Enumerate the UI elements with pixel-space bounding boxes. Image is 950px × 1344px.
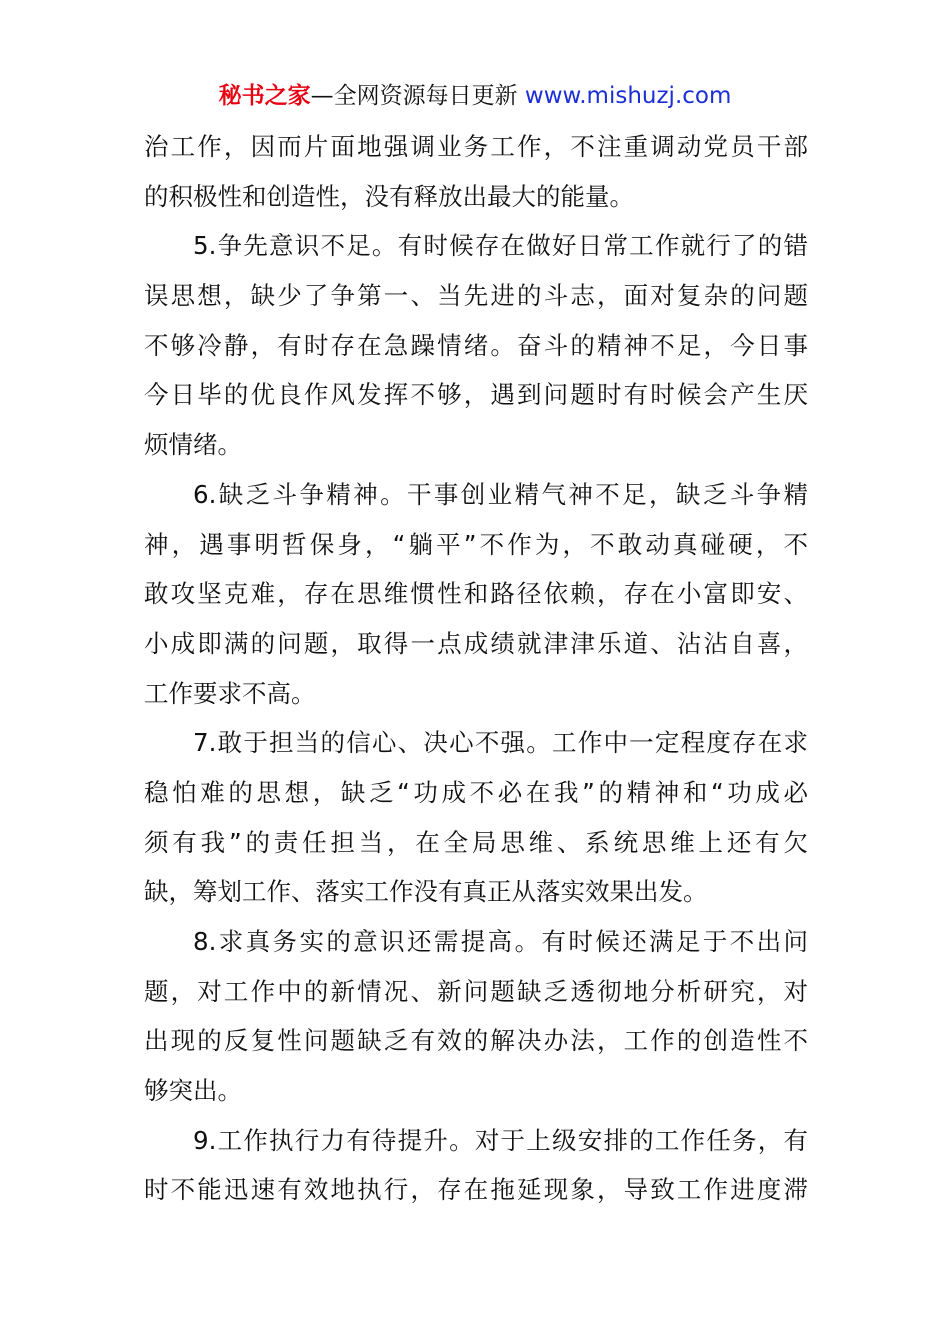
text-line: 治工作，因而片面地强调业务工作，不注重调动党员干部 xyxy=(144,132,808,161)
text-line: 敢攻坚克难，存在思维惯性和路径依赖，存在小富即安、 xyxy=(144,579,808,609)
text-line: 缺，筹划工作、落实工作没有真正从落实效果出发。 xyxy=(144,877,708,907)
text-line: 5.争先意识不足。有时候存在做好日常工作就行了的错 xyxy=(193,231,808,261)
paragraph xyxy=(144,718,808,917)
text-line: 稳怕难的思想，缺乏“功成不必在我”的精神和“功成必 xyxy=(144,777,808,807)
text-line: 题，对工作中的新情况、新问题缺乏透彻地分析研究，对 xyxy=(144,976,808,1006)
site-url[interactable]: www.mishuzj.com xyxy=(524,83,732,109)
text-line: 小成即满的问题，取得一点成绩就津津乐道、沾沾自喜， xyxy=(144,628,808,658)
text-line: 烦情绪。 xyxy=(144,430,242,460)
paragraph xyxy=(144,221,808,469)
text-line: 神，遇事明哲保身，“躺平”不作为，不敢动真碰硬，不 xyxy=(144,529,808,559)
site-header xyxy=(0,80,950,112)
text-line: 的积极性和创造性，没有释放出最大的能量。 xyxy=(144,181,634,211)
text-line: 8.求真务实的意识还需提高。有时候还满足于不出问 xyxy=(193,927,808,956)
paragraph xyxy=(144,470,808,718)
paragraph xyxy=(144,122,808,221)
text-line: 6.缺乏斗争精神。干事创业精气神不足，缺乏斗争精 xyxy=(193,479,808,509)
text-line: 够突出。 xyxy=(144,1076,242,1106)
text-line: 7.敢于担当的信心、决心不强。工作中一定程度存在求 xyxy=(193,728,808,758)
site-brand: 秘书之家 xyxy=(218,83,311,109)
text-line: 须有我”的责任担当，在全局思维、系统思维上还有欠 xyxy=(144,827,808,857)
text-line: 误思想，缺少了争第一、当先进的斗志，面对复杂的问题 xyxy=(144,281,808,311)
site-tagline: —全网资源每日更新 xyxy=(310,83,518,109)
text-line: 出现的反复性问题缺乏有效的解决办法，工作的创造性不 xyxy=(144,1026,808,1056)
paragraph xyxy=(144,917,808,1116)
text-line: 不够冷静，有时存在急躁情绪。奋斗的精神不足，今日事 xyxy=(144,330,808,360)
text-line: 今日毕的优良作风发挥不够，遇到问题时有时候会产生厌 xyxy=(144,380,808,410)
text-line: 时不能迅速有效地执行，存在拖延现象，导致工作进度滞 xyxy=(144,1175,808,1205)
text-line: 工作要求不高。 xyxy=(144,678,316,708)
paragraph xyxy=(144,1116,808,1215)
document-body xyxy=(144,122,808,1215)
text-line: 9.工作执行力有待提升。对于上级安排的工作任务，有 xyxy=(193,1125,808,1155)
